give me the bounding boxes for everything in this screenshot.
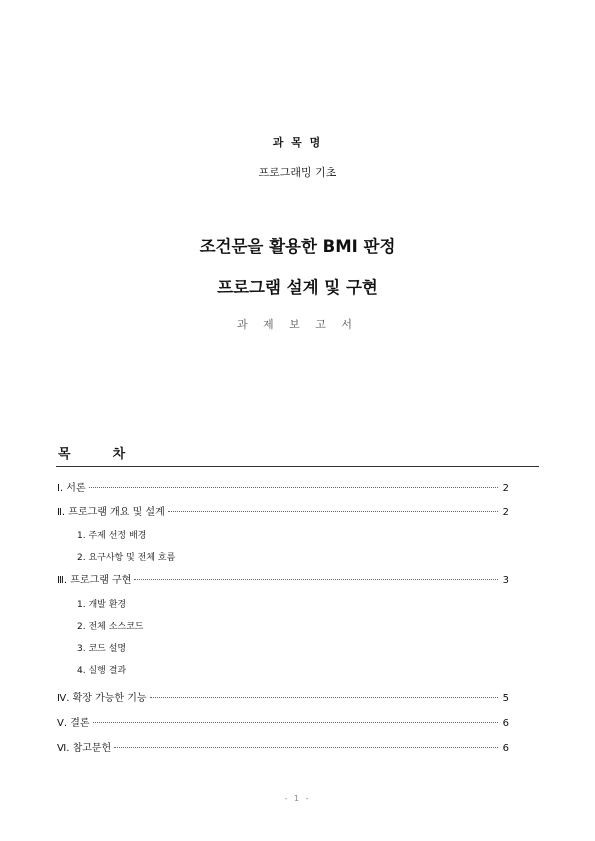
report-title-line2: 프로그램 설계 및 구현 xyxy=(217,278,378,297)
toc-subsection: 3. 코드 설명 xyxy=(77,644,127,654)
toc-page-number: 2 xyxy=(502,483,509,494)
toc-subsection: 4. 실행 결과 xyxy=(77,666,127,676)
toc-divider xyxy=(56,466,539,467)
toc-page-number: 6 xyxy=(502,718,509,729)
toc-section-label: Ⅴ. 결론 xyxy=(57,718,90,729)
toc-page-number: 6 xyxy=(502,743,509,754)
report-title-line1: 조건문을 활용한 BMI 판정 xyxy=(199,237,396,256)
subject-label: 과 목 명 xyxy=(272,136,323,149)
toc-section-5 xyxy=(57,717,509,731)
toc-section-label: Ⅲ. 프로그램 구현 xyxy=(57,575,132,586)
toc-subsection: 1. 개발 환경 xyxy=(77,600,127,610)
report-type: 과 제 보 고 서 xyxy=(236,318,359,331)
toc-leader-dots xyxy=(93,722,498,723)
toc-section-2 xyxy=(57,506,509,520)
toc-leader-dots xyxy=(150,697,498,698)
toc-section-6 xyxy=(57,742,509,756)
toc-section-3 xyxy=(57,574,509,588)
toc-heading xyxy=(58,443,125,462)
toc-section-1 xyxy=(57,482,509,496)
toc-section-label: Ⅰ. 서론 xyxy=(57,483,86,494)
toc-section-label: Ⅱ. 프로그램 개요 및 설계 xyxy=(57,507,165,518)
toc-leader-dots xyxy=(168,511,498,512)
toc-section-label: Ⅳ. 확장 가능한 기능 xyxy=(57,693,147,704)
toc-section-4 xyxy=(57,692,509,706)
toc-leader-dots xyxy=(89,487,498,488)
toc-subsection: 2. 전체 소스코드 xyxy=(77,622,144,632)
toc-leader-dots xyxy=(134,579,498,580)
toc-leader-dots xyxy=(114,747,498,748)
toc-page-number: 2 xyxy=(502,507,509,518)
toc-heading-left: 목 xyxy=(58,447,71,462)
toc-subsection: 2. 요구사항 및 전체 흐름 xyxy=(77,553,176,563)
toc-page-number: 5 xyxy=(502,693,509,704)
toc-section-label: Ⅵ. 참고문헌 xyxy=(57,743,112,754)
toc-heading-right: 차 xyxy=(112,447,126,462)
page-footer-number: - 1 - xyxy=(284,794,311,803)
toc-page-number: 3 xyxy=(502,575,509,586)
toc-subsection: 1. 주제 선정 배경 xyxy=(77,531,147,541)
subject-name: 프로그래밍 기초 xyxy=(258,166,337,179)
